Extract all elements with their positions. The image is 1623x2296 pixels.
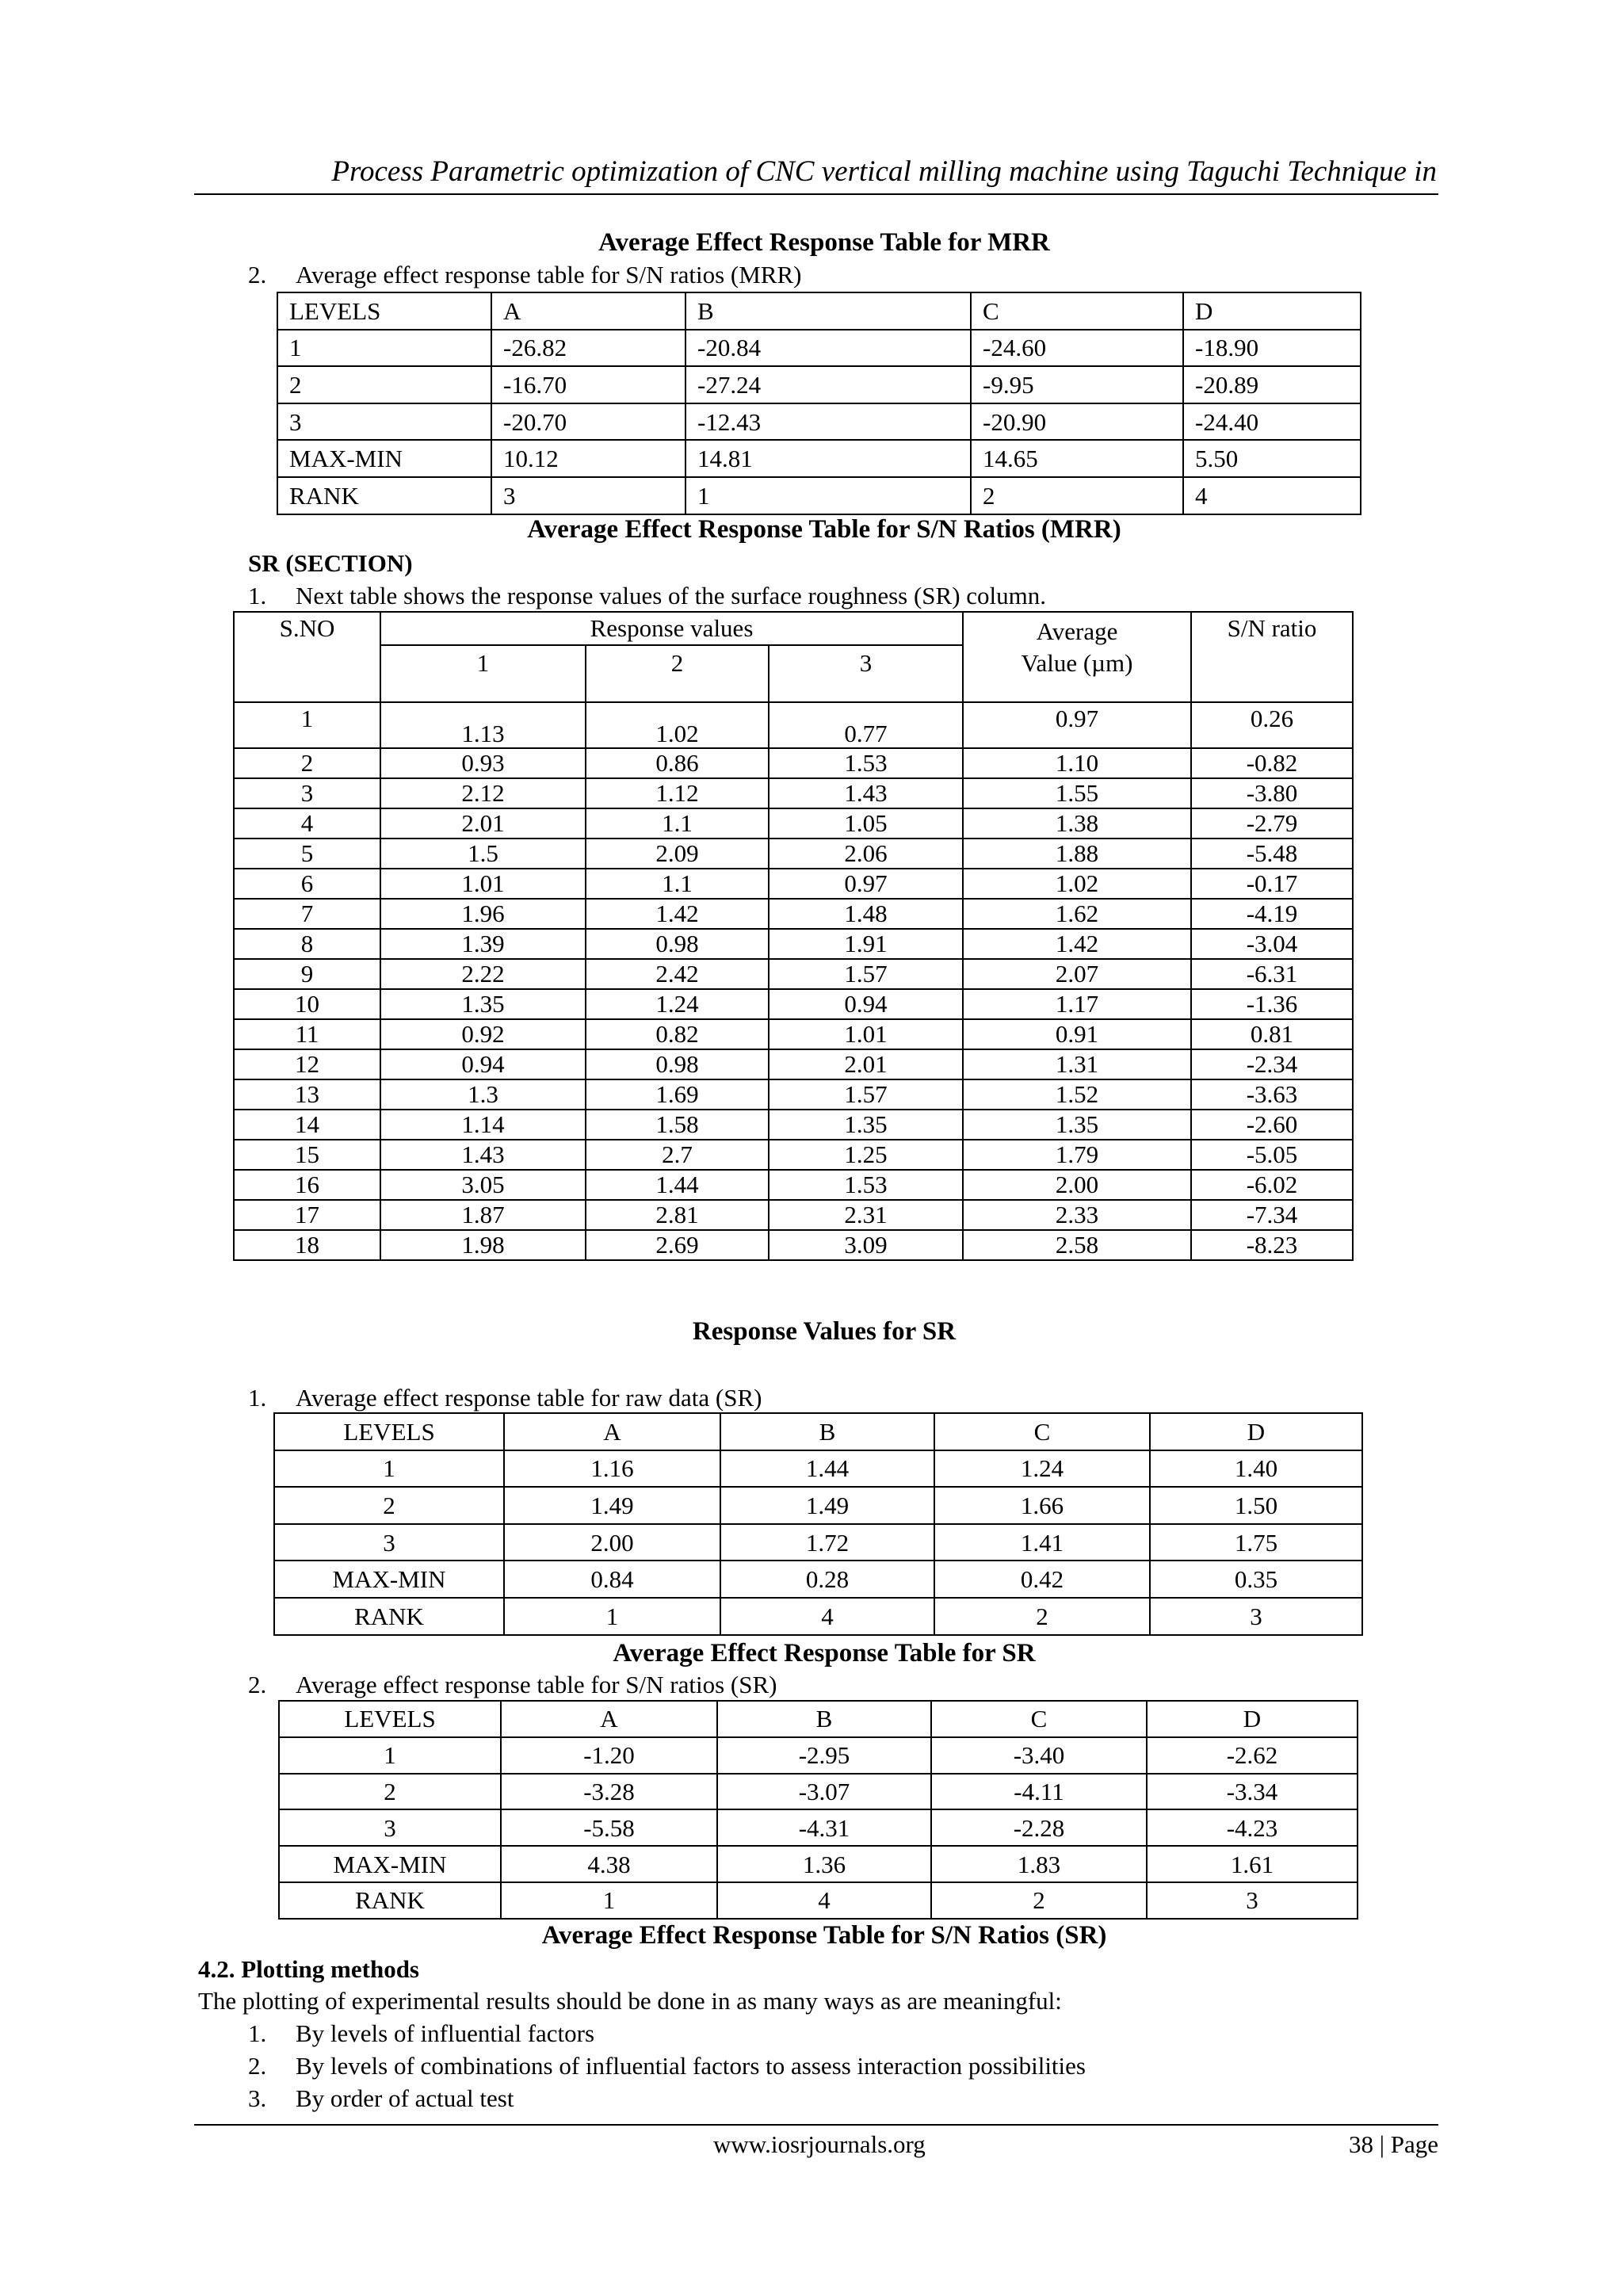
table-cell: 4 xyxy=(1183,477,1361,514)
header-response-2: 2 xyxy=(586,645,769,702)
table-cell: 3 xyxy=(1147,1882,1358,1919)
table-cell: 1.53 xyxy=(769,748,963,778)
table-header-cell: B xyxy=(720,1413,934,1450)
table-cell: -24.40 xyxy=(1183,403,1361,441)
table-cell: 1.39 xyxy=(380,929,586,959)
table-cell: 0.26 xyxy=(1191,702,1353,748)
table-cell: 0.97 xyxy=(769,869,963,899)
table-row xyxy=(234,1019,1353,1049)
table-cell: 2.69 xyxy=(586,1230,769,1260)
table-header-cell: B xyxy=(685,292,971,330)
table-cell: 0.81 xyxy=(1191,1019,1353,1049)
table-header-cell: D xyxy=(1150,1413,1362,1450)
table-cell: -1.36 xyxy=(1191,989,1353,1019)
table-cell: -16.70 xyxy=(491,366,685,403)
caption-mrr-sn: Average Effect Response Table for S/N Ratios (MRR) xyxy=(527,515,1121,544)
mrr-sn-list-item xyxy=(248,261,801,289)
table-cell: -24.60 xyxy=(971,330,1183,367)
table-header-row xyxy=(274,1413,1362,1450)
table-cell: 1.10 xyxy=(963,748,1191,778)
table-cell: 1.62 xyxy=(963,899,1191,929)
table-row xyxy=(234,959,1353,989)
table-row xyxy=(234,899,1353,929)
list-text: By order of actual test xyxy=(296,2084,514,2112)
table-cell: 2 xyxy=(934,1598,1150,1635)
table-row xyxy=(277,477,1361,514)
table-cell: -2.95 xyxy=(717,1737,931,1774)
sr-raw-list-item xyxy=(248,1384,762,1412)
footer-page-number: 38 | Page xyxy=(1349,2130,1438,2158)
table-row xyxy=(274,1561,1362,1598)
table-cell: 1.58 xyxy=(586,1110,769,1140)
table-cell: 1.01 xyxy=(380,869,586,899)
table-cell: 2.22 xyxy=(380,959,586,989)
table-header-cell: LEVELS xyxy=(274,1413,504,1450)
table-cell: 2.58 xyxy=(963,1230,1191,1260)
table-cell: 2.01 xyxy=(380,808,586,839)
table-row xyxy=(234,839,1353,869)
table-cell: 1.40 xyxy=(1150,1450,1362,1488)
table-header-cell: C xyxy=(971,292,1183,330)
table-header-row xyxy=(279,1701,1358,1737)
header-response-1: 1 xyxy=(380,645,586,702)
table-row xyxy=(234,808,1353,839)
table-row xyxy=(234,1140,1353,1170)
table-cell: 2 xyxy=(277,366,491,403)
table-cell: 1.83 xyxy=(931,1846,1147,1882)
list-number: 2. xyxy=(248,2052,267,2080)
table-row xyxy=(234,989,1353,1019)
table-row xyxy=(234,869,1353,899)
plotting-item-2 xyxy=(248,2052,1086,2080)
table-cell: -3.40 xyxy=(931,1737,1147,1774)
header-average-line1: Average xyxy=(1036,617,1118,645)
table-cell: 1.16 xyxy=(504,1450,720,1488)
table-cell: 1 xyxy=(274,1450,504,1488)
list-text: Next table shows the response values of the surface roughness (SR) column. xyxy=(296,582,1046,609)
table-cell: 11 xyxy=(234,1019,380,1049)
table-cell: 1.35 xyxy=(380,989,586,1019)
table-cell: 1.69 xyxy=(586,1079,769,1110)
list-number: 2. xyxy=(248,261,267,288)
table-cell: 0.93 xyxy=(380,748,586,778)
caption-sr-raw: Average Effect Response Table for SR xyxy=(613,1639,1036,1668)
table-row xyxy=(274,1450,1362,1488)
table-header-cell: D xyxy=(1147,1701,1358,1737)
table-cell: 2.06 xyxy=(769,839,963,869)
table-cell: 0.82 xyxy=(586,1019,769,1049)
table-cell: RANK xyxy=(277,477,491,514)
table-row xyxy=(274,1487,1362,1524)
table-row xyxy=(234,702,1353,748)
header-rule xyxy=(194,193,1438,195)
caption-sr-sn: Average Effect Response Table for S/N Ratios (SR) xyxy=(541,1921,1107,1950)
table-cell: -3.04 xyxy=(1191,929,1353,959)
table-cell: 1.35 xyxy=(769,1110,963,1140)
table-cell: -20.84 xyxy=(685,330,971,367)
header-average-line2: Value (µm) xyxy=(1021,649,1133,678)
table-cell: 4 xyxy=(720,1598,934,1635)
table-cell: 3 xyxy=(1150,1598,1362,1635)
table-header-cell: B xyxy=(717,1701,931,1737)
table-cell: 2.33 xyxy=(963,1200,1191,1230)
table-cell: 2.00 xyxy=(504,1524,720,1561)
table-cell: MAX-MIN xyxy=(274,1561,504,1598)
sr-sn-table xyxy=(278,1700,1358,1920)
sr-intro-item xyxy=(248,582,1046,610)
table-row xyxy=(279,1774,1358,1810)
sr-raw-table xyxy=(273,1412,1363,1636)
table-cell: 1 xyxy=(234,702,380,748)
table-cell: 1.55 xyxy=(963,778,1191,808)
table-row xyxy=(274,1524,1362,1561)
table-header-cell: D xyxy=(1183,292,1361,330)
table-cell: 1 xyxy=(279,1737,501,1774)
table-row xyxy=(279,1737,1358,1774)
table-cell: 1.72 xyxy=(720,1524,934,1561)
table-cell: -3.34 xyxy=(1147,1774,1358,1810)
table-row xyxy=(279,1809,1358,1846)
list-text: Average effect response table for S/N ratios (SR) xyxy=(296,1671,777,1698)
table-row xyxy=(234,778,1353,808)
table-row xyxy=(234,1200,1353,1230)
table-cell: 1.43 xyxy=(380,1140,586,1170)
table-cell: 1 xyxy=(501,1882,717,1919)
table-cell: -3.80 xyxy=(1191,778,1353,808)
list-text: By levels of influential factors xyxy=(296,2019,595,2047)
table-cell: 10 xyxy=(234,989,380,1019)
plotting-item-3 xyxy=(248,2084,514,2113)
table-row xyxy=(234,1110,1353,1140)
table-cell: -6.31 xyxy=(1191,959,1353,989)
table-cell: 1.24 xyxy=(934,1450,1150,1488)
table-cell: -0.82 xyxy=(1191,748,1353,778)
table-cell: -4.23 xyxy=(1147,1809,1358,1846)
table-cell: 1.17 xyxy=(963,989,1191,1019)
caption-response-sr: Response Values for SR xyxy=(692,1317,957,1346)
table-cell: -5.48 xyxy=(1191,839,1353,869)
table-cell: 1.53 xyxy=(769,1170,963,1200)
plotting-item-1 xyxy=(248,2019,594,2048)
table-cell: -8.23 xyxy=(1191,1230,1353,1260)
table-row xyxy=(234,1230,1353,1260)
table-row xyxy=(277,366,1361,403)
table-cell: 1.44 xyxy=(720,1450,934,1488)
table-row xyxy=(234,929,1353,959)
table-cell: -2.62 xyxy=(1147,1737,1358,1774)
table-cell: 1.41 xyxy=(934,1524,1150,1561)
table-cell: 1 xyxy=(504,1598,720,1635)
table-cell: 1.1 xyxy=(586,808,769,839)
table-cell: 0.92 xyxy=(380,1019,586,1049)
table-cell: 1.35 xyxy=(963,1110,1191,1140)
table-cell: 1.24 xyxy=(586,989,769,1019)
table-cell: 0.94 xyxy=(769,989,963,1019)
table-cell: 14.81 xyxy=(685,440,971,477)
list-number: 3. xyxy=(248,2084,267,2112)
header-sno: S.NO xyxy=(234,612,380,702)
table-cell: 2.00 xyxy=(963,1170,1191,1200)
table-cell: 1.3 xyxy=(380,1079,586,1110)
table-row xyxy=(234,1079,1353,1110)
table-cell: 13 xyxy=(234,1079,380,1110)
table-cell: 1.43 xyxy=(769,778,963,808)
table-cell: -6.02 xyxy=(1191,1170,1353,1200)
table-cell: -2.28 xyxy=(931,1809,1147,1846)
table-header-row xyxy=(277,292,1361,330)
table-header-cell: LEVELS xyxy=(279,1701,501,1737)
table-cell: 1.48 xyxy=(769,899,963,929)
table-cell: 18 xyxy=(234,1230,380,1260)
table-cell: 0.98 xyxy=(586,929,769,959)
table-cell: 1.49 xyxy=(504,1487,720,1524)
list-number: 1. xyxy=(248,2019,267,2047)
table-cell: -7.34 xyxy=(1191,1200,1353,1230)
table-cell: MAX-MIN xyxy=(277,440,491,477)
table-cell: 1.44 xyxy=(586,1170,769,1200)
table-cell: 17 xyxy=(234,1200,380,1230)
table-cell: -4.19 xyxy=(1191,899,1353,929)
table-cell: -20.89 xyxy=(1183,366,1361,403)
table-cell: 14.65 xyxy=(971,440,1183,477)
table-cell: 4 xyxy=(234,808,380,839)
table-cell: -18.90 xyxy=(1183,330,1361,367)
list-number: 2. xyxy=(248,1671,267,1698)
table-row xyxy=(234,1049,1353,1079)
table-cell: 1.01 xyxy=(769,1019,963,1049)
table-cell: 9 xyxy=(234,959,380,989)
table-cell: 1.96 xyxy=(380,899,586,929)
table-header-cell: C xyxy=(931,1701,1147,1737)
table-cell: -2.60 xyxy=(1191,1110,1353,1140)
table-cell: 14 xyxy=(234,1110,380,1140)
table-cell: 1 xyxy=(685,477,971,514)
table-cell: 1.12 xyxy=(586,778,769,808)
table-cell: 3 xyxy=(277,403,491,441)
table-cell: 1 xyxy=(277,330,491,367)
table-cell: 3 xyxy=(491,477,685,514)
table-cell: 1.50 xyxy=(1150,1487,1362,1524)
table-cell: 12 xyxy=(234,1049,380,1079)
table-cell: 0.84 xyxy=(504,1561,720,1598)
table-cell: 2.7 xyxy=(586,1140,769,1170)
table-cell: 7 xyxy=(234,899,380,929)
table-cell: -4.11 xyxy=(931,1774,1147,1810)
table-cell: 1.61 xyxy=(1147,1846,1358,1882)
table-cell: -20.90 xyxy=(971,403,1183,441)
section-title-sr: SR (SECTION) xyxy=(248,549,413,577)
table-header-row xyxy=(234,612,1353,645)
table-cell: -3.63 xyxy=(1191,1079,1353,1110)
table-cell: 2 xyxy=(274,1487,504,1524)
table-cell: -4.31 xyxy=(717,1809,931,1846)
table-cell: 0.77 xyxy=(769,702,963,748)
header-sn-ratio: S/N ratio xyxy=(1191,612,1353,702)
list-text: By levels of combinations of influential factors to assess interaction possibilities xyxy=(296,2052,1086,2080)
table-cell: 1.13 xyxy=(380,702,586,748)
table-cell: 0.98 xyxy=(586,1049,769,1079)
table-cell: 4 xyxy=(717,1882,931,1919)
table-row xyxy=(277,440,1361,477)
table-cell: 2.12 xyxy=(380,778,586,808)
table-cell: 1.66 xyxy=(934,1487,1150,1524)
table-cell: 1.57 xyxy=(769,1079,963,1110)
table-row xyxy=(279,1846,1358,1882)
table-cell: 2 xyxy=(234,748,380,778)
table-cell: MAX-MIN xyxy=(279,1846,501,1882)
table-cell: 0.94 xyxy=(380,1049,586,1079)
list-text: Average effect response table for S/N ratios (MRR) xyxy=(296,261,802,288)
table-row xyxy=(279,1882,1358,1919)
table-cell: 0.86 xyxy=(586,748,769,778)
table-cell: 5.50 xyxy=(1183,440,1361,477)
table-row xyxy=(234,748,1353,778)
table-cell: -27.24 xyxy=(685,366,971,403)
table-cell: 8 xyxy=(234,929,380,959)
table-cell: -9.95 xyxy=(971,366,1183,403)
table-cell: 0.97 xyxy=(963,702,1191,748)
header-average-value xyxy=(963,612,1191,702)
table-cell: 2.09 xyxy=(586,839,769,869)
table-cell: -1.20 xyxy=(501,1737,717,1774)
table-row xyxy=(234,1170,1353,1200)
plotting-intro: The plotting of experimental results should be done in as many ways as are meaningful: xyxy=(198,1987,1062,2015)
table-cell: 2.01 xyxy=(769,1049,963,1079)
table-cell: 1.02 xyxy=(586,702,769,748)
table-cell: 1.05 xyxy=(769,808,963,839)
table-cell: 2 xyxy=(279,1774,501,1810)
table-cell: -12.43 xyxy=(685,403,971,441)
table-cell: 5 xyxy=(234,839,380,869)
table-cell: 1.87 xyxy=(380,1200,586,1230)
table-cell: 1.98 xyxy=(380,1230,586,1260)
table-cell: 1.52 xyxy=(963,1079,1191,1110)
caption-mrr-raw: Average Effect Response Table for MRR xyxy=(598,228,1050,257)
table-cell: 3 xyxy=(234,778,380,808)
table-cell: 1.1 xyxy=(586,869,769,899)
table-row xyxy=(274,1598,1362,1635)
table-cell: 3 xyxy=(274,1524,504,1561)
table-cell: RANK xyxy=(279,1882,501,1919)
table-header-cell: LEVELS xyxy=(277,292,491,330)
table-cell: 1.38 xyxy=(963,808,1191,839)
table-cell: -20.70 xyxy=(491,403,685,441)
table-cell: 10.12 xyxy=(491,440,685,477)
list-number: 1. xyxy=(248,1384,267,1412)
table-cell: 1.75 xyxy=(1150,1524,1362,1561)
table-cell: 1.14 xyxy=(380,1110,586,1140)
table-header-cell: A xyxy=(491,292,685,330)
table-cell: -3.28 xyxy=(501,1774,717,1810)
table-cell: 1.91 xyxy=(769,929,963,959)
table-row xyxy=(277,403,1361,441)
table-cell: 6 xyxy=(234,869,380,899)
header-response-3: 3 xyxy=(769,645,963,702)
plotting-heading: 4.2. Plotting methods xyxy=(198,1955,419,1983)
table-cell: 4.38 xyxy=(501,1846,717,1882)
table-cell: 3.05 xyxy=(380,1170,586,1200)
table-cell: -0.17 xyxy=(1191,869,1353,899)
footer-site: www.iosrjournals.org xyxy=(713,2130,926,2158)
table-cell: -3.07 xyxy=(717,1774,931,1810)
table-cell: 2.42 xyxy=(586,959,769,989)
table-cell: 2 xyxy=(931,1882,1147,1919)
table-cell: 1.49 xyxy=(720,1487,934,1524)
table-cell: 2.31 xyxy=(769,1200,963,1230)
table-cell: -5.58 xyxy=(501,1809,717,1846)
table-cell: 1.5 xyxy=(380,839,586,869)
table-cell: 1.88 xyxy=(963,839,1191,869)
table-cell: 2 xyxy=(971,477,1183,514)
table-cell: 1.31 xyxy=(963,1049,1191,1079)
table-cell: 1.57 xyxy=(769,959,963,989)
table-cell: 3 xyxy=(279,1809,501,1846)
list-number: 1. xyxy=(248,582,267,609)
table-header-cell: A xyxy=(501,1701,717,1737)
table-cell: 3.09 xyxy=(769,1230,963,1260)
table-cell: 0.35 xyxy=(1150,1561,1362,1598)
table-cell: -5.05 xyxy=(1191,1140,1353,1170)
table-cell: 1.42 xyxy=(963,929,1191,959)
table-cell: 1.02 xyxy=(963,869,1191,899)
table-cell: 1.42 xyxy=(586,899,769,929)
table-cell: 15 xyxy=(234,1140,380,1170)
table-cell: -26.82 xyxy=(491,330,685,367)
table-cell: 0.91 xyxy=(963,1019,1191,1049)
table-header-cell: C xyxy=(934,1413,1150,1450)
table-cell: RANK xyxy=(274,1598,504,1635)
header-response-values: Response values xyxy=(380,612,963,645)
table-cell: -2.79 xyxy=(1191,808,1353,839)
table-cell: 1.79 xyxy=(963,1140,1191,1170)
running-header: Process Parametric optimization of CNC vertical milling machine using Taguchi Technique in xyxy=(331,155,1437,188)
table-cell: -2.34 xyxy=(1191,1049,1353,1079)
table-cell: 2.07 xyxy=(963,959,1191,989)
table-cell: 0.42 xyxy=(934,1561,1150,1598)
table-row xyxy=(277,330,1361,367)
sr-response-table xyxy=(233,611,1354,1261)
table-cell: 16 xyxy=(234,1170,380,1200)
footer-rule xyxy=(194,2124,1438,2126)
table-cell: 0.28 xyxy=(720,1561,934,1598)
mrr-sn-table xyxy=(277,292,1361,515)
table-cell: 2.81 xyxy=(586,1200,769,1230)
table-cell: 1.36 xyxy=(717,1846,931,1882)
sr-sn-list-item xyxy=(248,1671,777,1699)
table-cell: 1.25 xyxy=(769,1140,963,1170)
table-header-cell: A xyxy=(504,1413,720,1450)
list-text: Average effect response table for raw data (SR) xyxy=(296,1384,762,1412)
